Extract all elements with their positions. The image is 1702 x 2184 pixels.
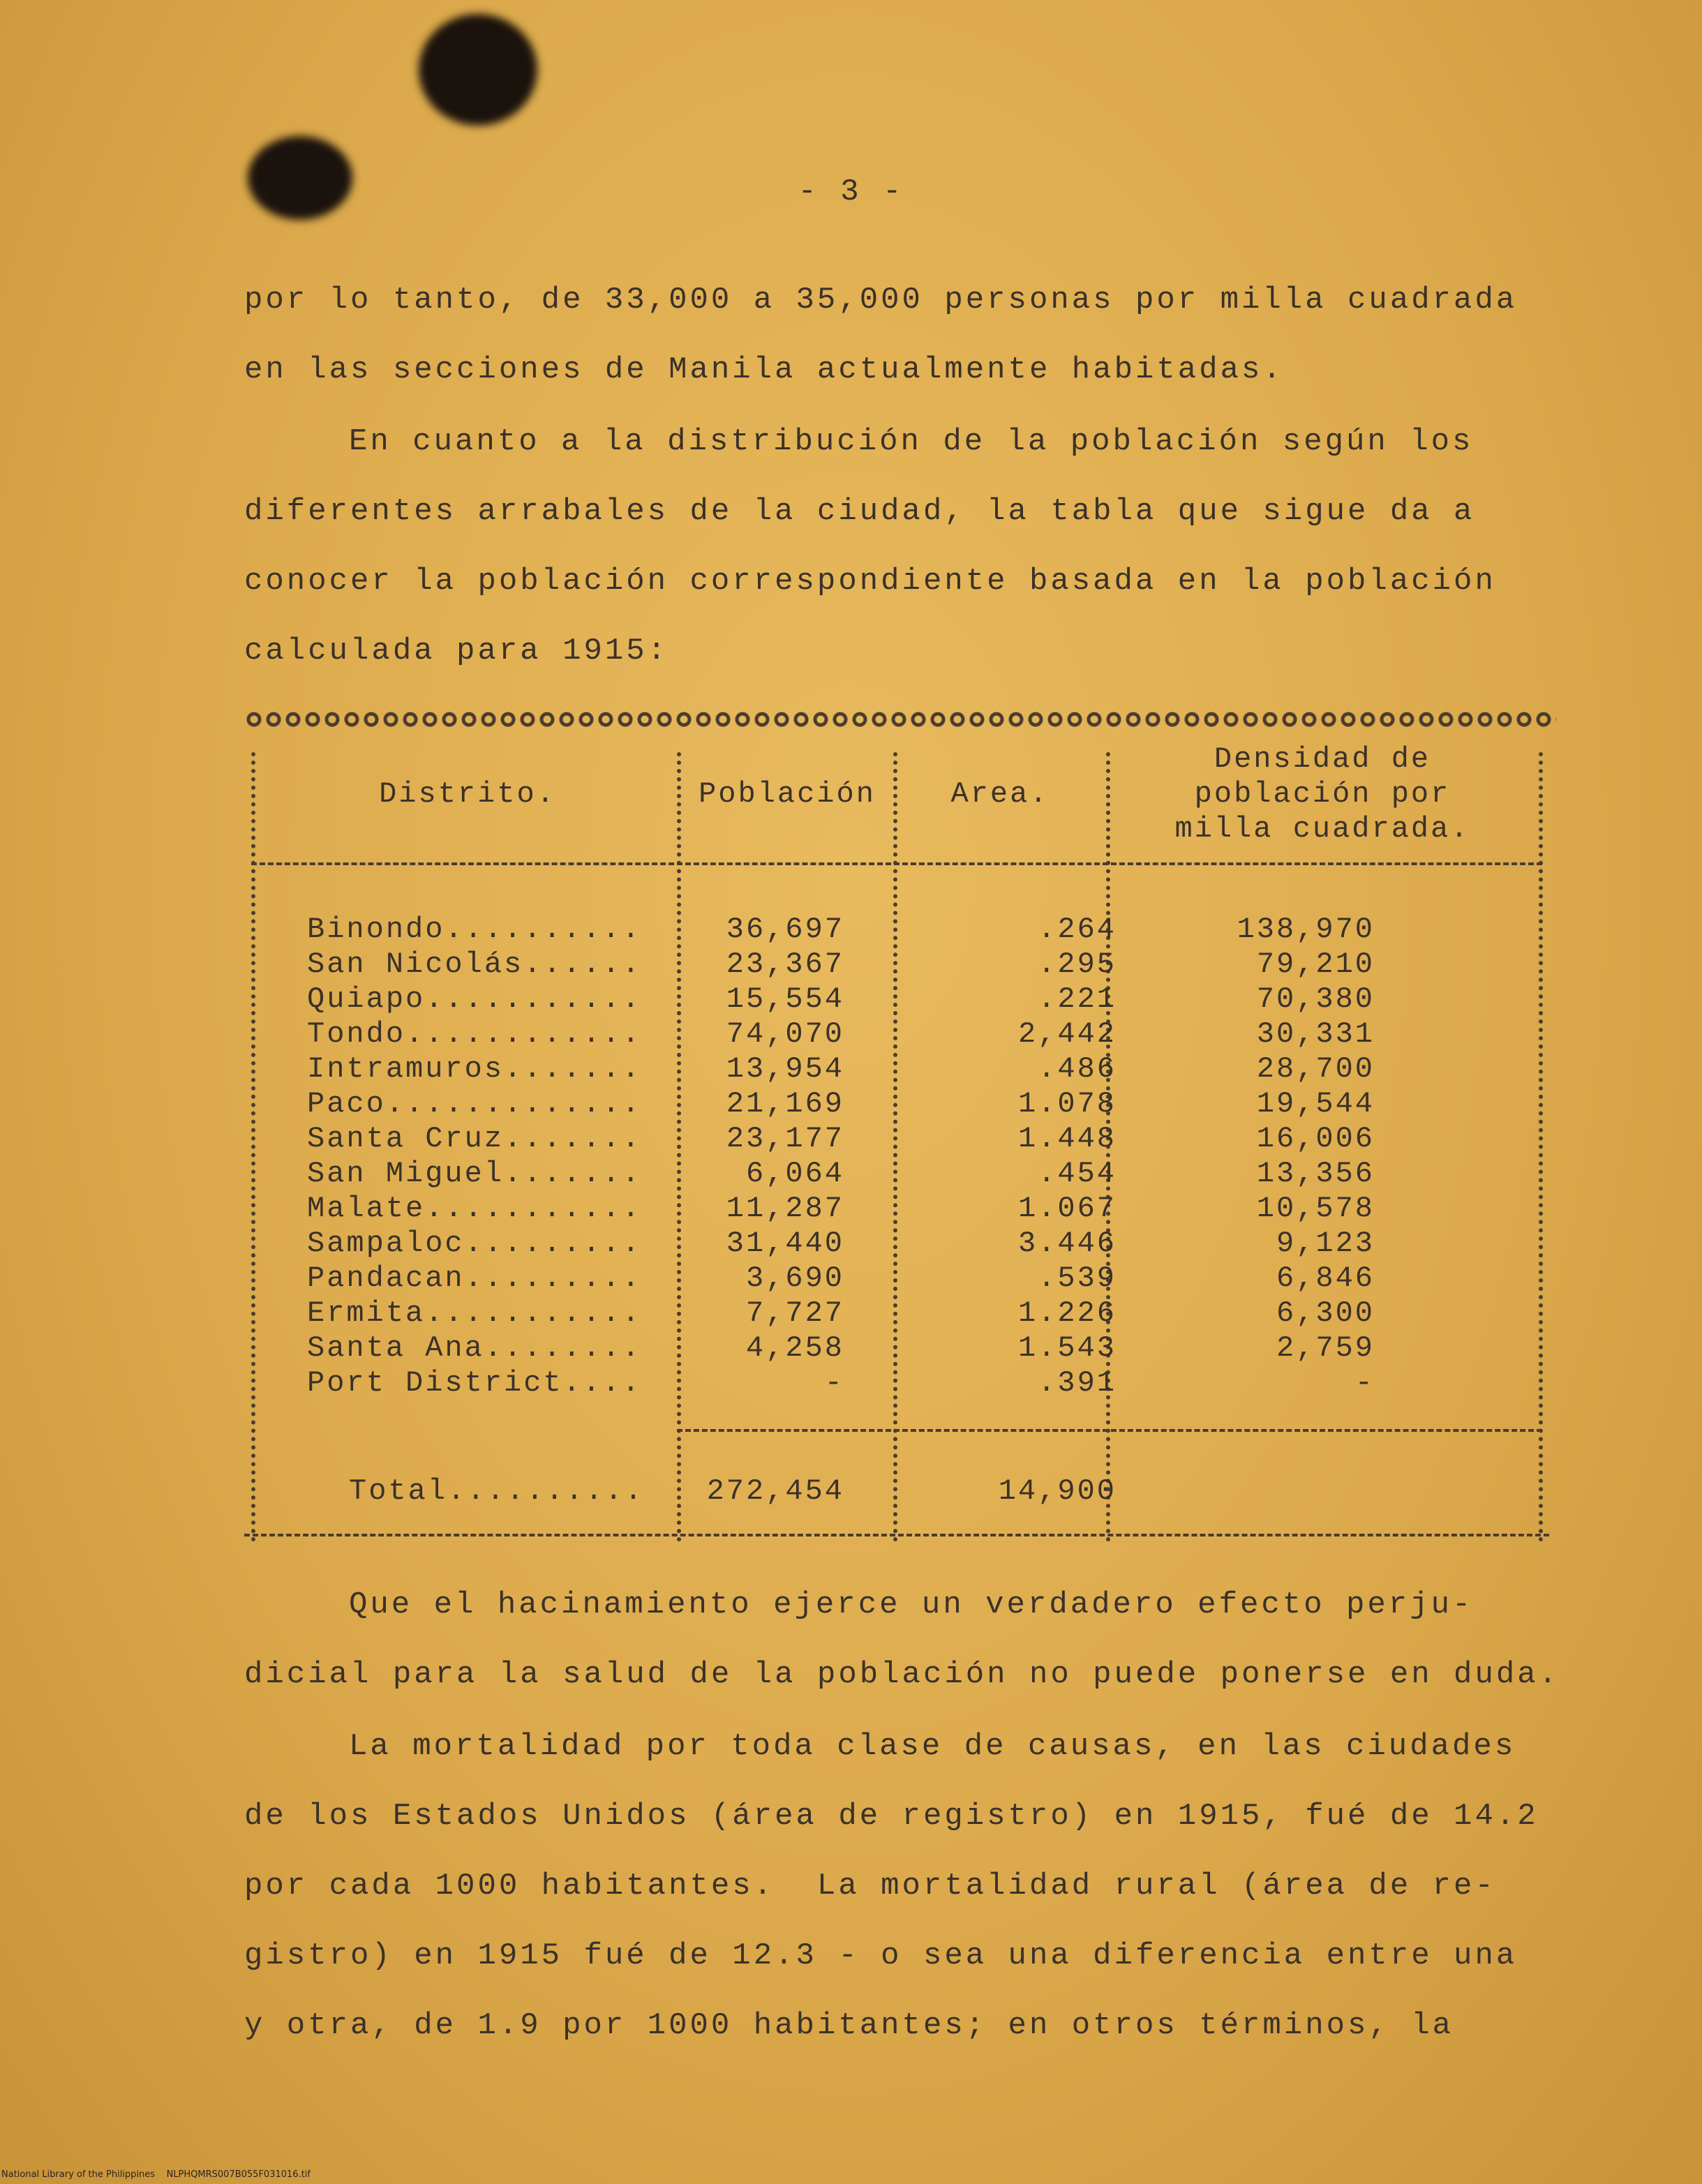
table-row: [244, 1192, 1556, 1227]
district-name: Pandacan.........: [307, 1262, 642, 1295]
table-row: [244, 1331, 1556, 1366]
population-value: 23,367: [726, 948, 844, 981]
scan-footer: [1, 2169, 311, 2180]
density-value: 6,846: [1276, 1262, 1375, 1295]
text-line: dicial para la salud de la población no puede ponerse en duda.: [244, 1657, 1560, 1692]
density-value: 6,300: [1276, 1296, 1375, 1330]
district-name: Santa Ana........: [307, 1331, 642, 1365]
library-name: National Library of the Philippines: [1, 2169, 156, 2180]
header-density-line: población por: [1194, 777, 1451, 811]
area-value: .486: [1038, 1052, 1117, 1086]
population-table: [244, 710, 1556, 1542]
table-row: [244, 1052, 1556, 1087]
table-row: [244, 1366, 1556, 1401]
total-population: 272,454: [706, 1474, 844, 1508]
population-value: 4,258: [745, 1331, 844, 1365]
subtotal-rule: [677, 1429, 1542, 1432]
area-value: 3.446: [1017, 1227, 1117, 1260]
table-row: [244, 1157, 1556, 1192]
header-population: Población: [699, 777, 876, 811]
district-name: San Nicolás......: [307, 948, 642, 981]
district-name: Paco.............: [307, 1087, 642, 1121]
total-row: [244, 1474, 1556, 1509]
table-row: [244, 1017, 1556, 1052]
district-name: San Miguel.......: [307, 1157, 642, 1190]
density-value: 19,544: [1256, 1087, 1375, 1121]
density-value: -: [1354, 1366, 1375, 1400]
population-value: 7,727: [745, 1296, 844, 1330]
district-name: Binondo..........: [307, 913, 642, 946]
table-row: [244, 982, 1556, 1017]
header-density-line: Densidad de: [1214, 742, 1431, 776]
district-name: Quiapo...........: [307, 982, 642, 1016]
density-value: 30,331: [1256, 1017, 1375, 1051]
ornamental-border: [244, 710, 1556, 728]
page-number: - 3 -: [798, 174, 904, 209]
population-value: 13,954: [726, 1052, 844, 1086]
area-value: .454: [1038, 1157, 1117, 1190]
density-value: 79,210: [1256, 948, 1375, 981]
district-name: Santa Cruz.......: [307, 1122, 642, 1155]
population-value: -: [824, 1366, 844, 1400]
area-value: 1.543: [1017, 1331, 1117, 1365]
density-value: 13,356: [1256, 1157, 1375, 1190]
table-row: [244, 948, 1556, 982]
district-name: Malate...........: [307, 1192, 642, 1225]
density-value: 9,123: [1276, 1227, 1375, 1260]
area-value: .295: [1038, 948, 1117, 981]
header-rule: [251, 862, 1542, 865]
area-value: 1.226: [1017, 1296, 1117, 1330]
area-value: .221: [1038, 982, 1117, 1016]
population-value: 74,070: [726, 1017, 844, 1051]
text-line: y otra, de 1.9 por 1000 habitantes; en otros términos, la: [244, 2008, 1454, 2043]
density-value: 2,759: [1276, 1331, 1375, 1365]
file-name: NLPHQMRS007B055F031016.tif: [166, 2169, 311, 2180]
density-value: 70,380: [1256, 982, 1375, 1016]
header-area: Area.: [950, 777, 1050, 811]
text-line: conocer la población correspondiente basada en la población: [244, 564, 1496, 599]
table-row: [244, 1262, 1556, 1296]
text-line: por lo tanto, de 33,000 a 35,000 personas por milla cuadrada: [244, 283, 1518, 317]
district-name: Ermita...........: [307, 1296, 642, 1330]
population-value: 36,697: [726, 913, 844, 946]
population-value: 11,287: [726, 1192, 844, 1225]
total-area: 14,900: [998, 1474, 1117, 1508]
table-row: [244, 913, 1556, 948]
area-value: 1.067: [1017, 1192, 1117, 1225]
population-value: 6,064: [745, 1157, 844, 1190]
text-line: en las secciones de Manila actualmente habitadas.: [244, 352, 1284, 387]
total-label: Total..........: [349, 1474, 645, 1508]
area-value: .391: [1038, 1366, 1117, 1400]
table-row: [244, 1227, 1556, 1262]
text-line: La mortalidad por toda clase de causas, en las ciudades: [349, 1729, 1516, 1764]
district-name: Port District....: [307, 1366, 642, 1400]
population-value: 31,440: [726, 1227, 844, 1260]
district-name: Intramuros.......: [307, 1052, 642, 1086]
area-value: 1.448: [1017, 1122, 1117, 1155]
population-value: 3,690: [745, 1262, 844, 1295]
text-line: gistro) en 1915 fué de 12.3 - o sea una diferencia entre una: [244, 1938, 1518, 1973]
table-row: [244, 1296, 1556, 1331]
density-value: 138,970: [1237, 913, 1375, 946]
area-value: 1.078: [1017, 1087, 1117, 1121]
text-line: calculada para 1915:: [244, 634, 669, 668]
header-density-line: milla cuadrada.: [1174, 812, 1470, 846]
area-value: 2,442: [1017, 1017, 1117, 1051]
population-value: 23,177: [726, 1122, 844, 1155]
density-value: 16,006: [1256, 1122, 1375, 1155]
area-value: .264: [1038, 913, 1117, 946]
bottom-rule: [244, 1534, 1549, 1536]
text-line: de los Estados Unidos (área de registro) en 1915, fué de 14.2: [244, 1799, 1539, 1834]
header-district: Distrito.: [379, 777, 556, 811]
text-line: diferentes arrabales de la ciudad, la tabla que sigue da a: [244, 494, 1475, 529]
table-row: [244, 1087, 1556, 1122]
district-name: Sampaloc.........: [307, 1227, 642, 1260]
density-value: 28,700: [1256, 1052, 1375, 1086]
area-value: .539: [1038, 1262, 1117, 1295]
district-name: Tondo............: [307, 1017, 642, 1051]
population-value: 15,554: [726, 982, 844, 1016]
header-density: [1113, 742, 1532, 846]
population-value: 21,169: [726, 1087, 844, 1121]
text-line: por cada 1000 habitantes. La mortalidad rural (área de re-: [244, 1869, 1496, 1903]
density-value: 10,578: [1256, 1192, 1375, 1225]
ink-stain: [419, 14, 537, 126]
text-line: En cuanto a la distribución de la población según los: [349, 424, 1474, 459]
table-row: [244, 1122, 1556, 1157]
text-line: Que el hacinamiento ejerce un verdadero efecto perju-: [349, 1587, 1474, 1622]
